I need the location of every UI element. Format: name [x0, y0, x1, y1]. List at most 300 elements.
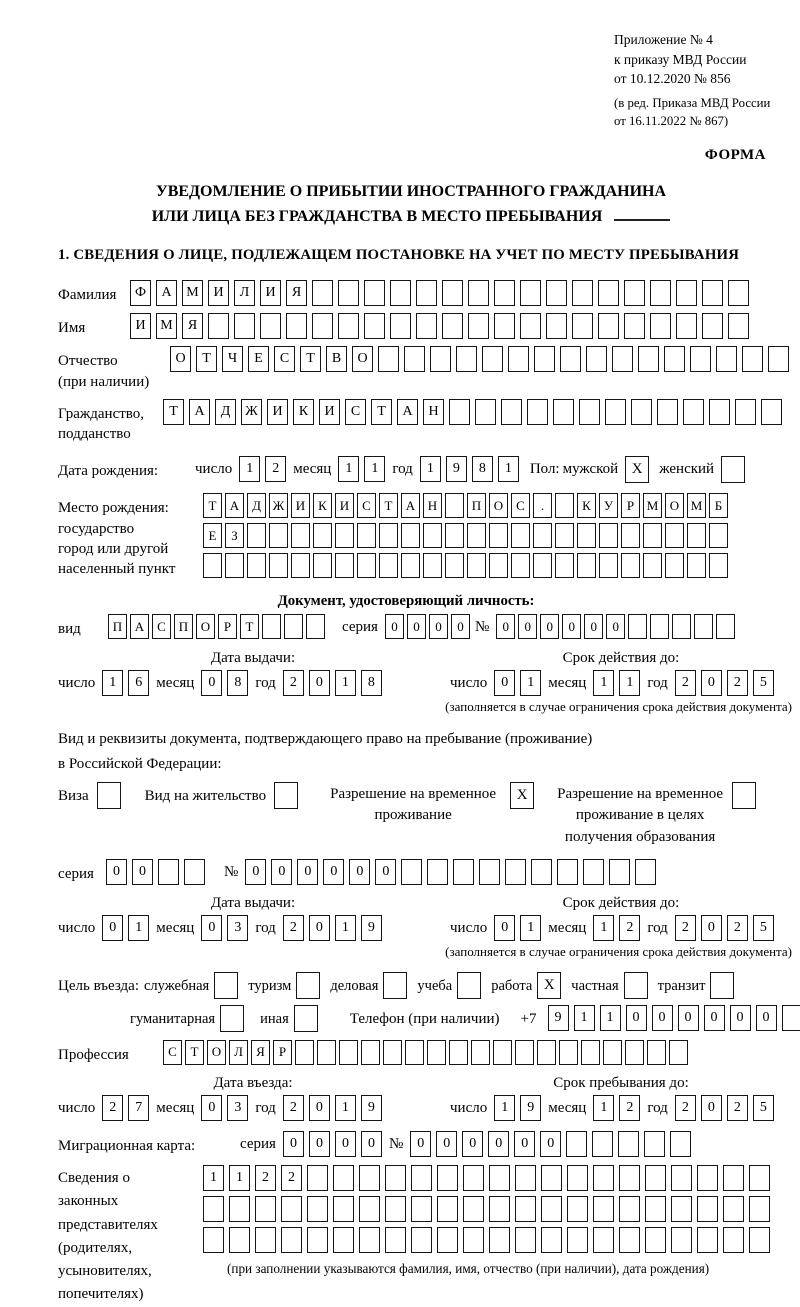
char-cell[interactable] [531, 859, 552, 885]
char-cell[interactable] [598, 280, 619, 306]
char-cell[interactable] [621, 523, 640, 548]
purpose-other-checkbox[interactable] [294, 1005, 318, 1032]
char-cell[interactable] [687, 523, 706, 548]
char-cell[interactable] [527, 399, 548, 425]
char-cell[interactable] [723, 1196, 744, 1222]
char-cell[interactable] [559, 1040, 578, 1065]
char-cell[interactable]: 0 [678, 1005, 699, 1031]
temp-residence-education-checkbox[interactable] [732, 782, 756, 809]
char-cell[interactable]: Т [163, 399, 184, 425]
char-cell[interactable]: 5 [753, 670, 774, 696]
char-cell[interactable] [335, 553, 354, 578]
char-cell[interactable]: К [577, 493, 596, 518]
char-cell[interactable] [577, 553, 596, 578]
char-cell[interactable] [618, 1131, 639, 1157]
char-cell[interactable]: 0 [309, 670, 330, 696]
char-cell[interactable] [749, 1227, 770, 1253]
purpose-humanitarian-checkbox[interactable] [220, 1005, 244, 1032]
char-cell[interactable]: 1 [593, 670, 614, 696]
char-cell[interactable] [306, 614, 325, 639]
char-cell[interactable] [567, 1227, 588, 1253]
char-cell[interactable] [560, 346, 581, 372]
char-cell[interactable]: 0 [462, 1131, 483, 1157]
char-cell[interactable]: 7 [128, 1095, 149, 1121]
char-cell[interactable]: 0 [606, 614, 625, 639]
char-cell[interactable]: . [533, 493, 552, 518]
purpose-tourism-checkbox[interactable] [296, 972, 320, 999]
char-cell[interactable]: К [313, 493, 332, 518]
char-cell[interactable] [671, 1227, 692, 1253]
char-cell[interactable] [411, 1196, 432, 1222]
char-cell[interactable]: 0 [584, 614, 603, 639]
char-cell[interactable]: 0 [701, 1095, 722, 1121]
char-cell[interactable]: 5 [753, 915, 774, 941]
char-cell[interactable]: 2 [281, 1165, 302, 1191]
char-cell[interactable] [489, 553, 508, 578]
char-cell[interactable]: 1 [338, 456, 359, 482]
char-cell[interactable] [716, 614, 735, 639]
char-cell[interactable]: Т [185, 1040, 204, 1065]
char-cell[interactable]: Д [247, 493, 266, 518]
char-cell[interactable] [541, 1196, 562, 1222]
char-cell[interactable] [260, 313, 281, 339]
char-cell[interactable]: 0 [335, 1131, 356, 1157]
char-cell[interactable] [702, 280, 723, 306]
char-cell[interactable] [665, 523, 684, 548]
char-cell[interactable] [586, 346, 607, 372]
char-cell[interactable] [467, 523, 486, 548]
char-cell[interactable]: 0 [375, 859, 396, 885]
char-cell[interactable]: 0 [201, 670, 222, 696]
purpose-official-checkbox[interactable] [214, 972, 238, 999]
char-cell[interactable]: Ч [222, 346, 243, 372]
char-cell[interactable]: 2 [675, 1095, 696, 1121]
char-cell[interactable] [437, 1227, 458, 1253]
char-cell[interactable]: Е [203, 523, 222, 548]
char-cell[interactable] [291, 523, 310, 548]
char-cell[interactable] [437, 1196, 458, 1222]
char-cell[interactable]: 5 [753, 1095, 774, 1121]
char-cell[interactable] [401, 553, 420, 578]
char-cell[interactable] [361, 1040, 380, 1065]
char-cell[interactable]: Ж [241, 399, 262, 425]
char-cell[interactable] [203, 1227, 224, 1253]
char-cell[interactable] [619, 1165, 640, 1191]
char-cell[interactable] [749, 1165, 770, 1191]
char-cell[interactable] [427, 859, 448, 885]
char-cell[interactable]: 0 [429, 614, 448, 639]
char-cell[interactable]: 0 [704, 1005, 725, 1031]
char-cell[interactable]: 2 [255, 1165, 276, 1191]
char-cell[interactable]: А [130, 614, 149, 639]
char-cell[interactable] [643, 553, 662, 578]
char-cell[interactable]: 0 [309, 1095, 330, 1121]
char-cell[interactable] [463, 1165, 484, 1191]
char-cell[interactable]: 0 [410, 1131, 431, 1157]
char-cell[interactable] [647, 1040, 666, 1065]
char-cell[interactable]: 1 [520, 670, 541, 696]
char-cell[interactable] [520, 280, 541, 306]
char-cell[interactable]: О [170, 346, 191, 372]
char-cell[interactable] [333, 1227, 354, 1253]
char-cell[interactable] [383, 1040, 402, 1065]
char-cell[interactable] [312, 280, 333, 306]
char-cell[interactable] [307, 1196, 328, 1222]
char-cell[interactable] [533, 523, 552, 548]
purpose-work-checkbox[interactable]: X [537, 972, 561, 999]
char-cell[interactable] [599, 553, 618, 578]
char-cell[interactable]: 0 [201, 915, 222, 941]
char-cell[interactable] [489, 1196, 510, 1222]
char-cell[interactable]: 2 [283, 670, 304, 696]
char-cell[interactable] [599, 523, 618, 548]
char-cell[interactable] [385, 1227, 406, 1253]
char-cell[interactable] [463, 1227, 484, 1253]
char-cell[interactable]: Е [248, 346, 269, 372]
char-cell[interactable]: П [174, 614, 193, 639]
char-cell[interactable] [515, 1165, 536, 1191]
char-cell[interactable]: 0 [518, 614, 537, 639]
char-cell[interactable] [333, 1196, 354, 1222]
char-cell[interactable]: Д [215, 399, 236, 425]
char-cell[interactable]: 9 [446, 456, 467, 482]
char-cell[interactable]: М [156, 313, 177, 339]
char-cell[interactable] [357, 523, 376, 548]
char-cell[interactable] [735, 399, 756, 425]
char-cell[interactable] [621, 553, 640, 578]
char-cell[interactable] [598, 313, 619, 339]
char-cell[interactable]: Н [423, 493, 442, 518]
char-cell[interactable] [665, 553, 684, 578]
char-cell[interactable] [683, 399, 704, 425]
char-cell[interactable] [624, 313, 645, 339]
char-cell[interactable] [184, 859, 205, 885]
char-cell[interactable] [269, 553, 288, 578]
char-cell[interactable] [676, 280, 697, 306]
char-cell[interactable] [471, 1040, 490, 1065]
char-cell[interactable]: 2 [283, 915, 304, 941]
char-cell[interactable] [628, 614, 647, 639]
char-cell[interactable] [533, 553, 552, 578]
char-cell[interactable]: М [182, 280, 203, 306]
char-cell[interactable] [445, 553, 464, 578]
char-cell[interactable] [593, 1165, 614, 1191]
char-cell[interactable] [697, 1227, 718, 1253]
char-cell[interactable]: Н [423, 399, 444, 425]
char-cell[interactable] [423, 553, 442, 578]
char-cell[interactable] [669, 1040, 688, 1065]
char-cell[interactable] [489, 523, 508, 548]
char-cell[interactable]: 1 [593, 1095, 614, 1121]
char-cell[interactable] [247, 523, 266, 548]
char-cell[interactable] [555, 553, 574, 578]
char-cell[interactable]: И [208, 280, 229, 306]
char-cell[interactable] [782, 1005, 800, 1031]
char-cell[interactable]: И [335, 493, 354, 518]
char-cell[interactable]: 1 [593, 915, 614, 941]
char-cell[interactable] [401, 523, 420, 548]
char-cell[interactable]: 1 [420, 456, 441, 482]
char-cell[interactable]: Я [286, 280, 307, 306]
char-cell[interactable] [281, 1196, 302, 1222]
char-cell[interactable]: 0 [271, 859, 292, 885]
char-cell[interactable] [479, 859, 500, 885]
char-cell[interactable]: О [489, 493, 508, 518]
char-cell[interactable] [359, 1227, 380, 1253]
char-cell[interactable] [515, 1040, 534, 1065]
char-cell[interactable]: Ж [269, 493, 288, 518]
char-cell[interactable]: 2 [265, 456, 286, 482]
char-cell[interactable]: 1 [619, 670, 640, 696]
char-cell[interactable]: 1 [335, 915, 356, 941]
char-cell[interactable] [284, 614, 303, 639]
char-cell[interactable] [269, 523, 288, 548]
char-cell[interactable] [281, 1227, 302, 1253]
char-cell[interactable]: С [163, 1040, 182, 1065]
char-cell[interactable]: А [401, 493, 420, 518]
char-cell[interactable]: 1 [128, 915, 149, 941]
char-cell[interactable]: А [225, 493, 244, 518]
char-cell[interactable] [411, 1227, 432, 1253]
char-cell[interactable]: И [291, 493, 310, 518]
char-cell[interactable] [493, 1040, 512, 1065]
char-cell[interactable]: А [189, 399, 210, 425]
char-cell[interactable] [333, 1165, 354, 1191]
char-cell[interactable]: 1 [600, 1005, 621, 1031]
char-cell[interactable] [501, 399, 522, 425]
char-cell[interactable] [378, 346, 399, 372]
char-cell[interactable] [555, 523, 574, 548]
char-cell[interactable] [475, 399, 496, 425]
char-cell[interactable]: 2 [675, 670, 696, 696]
char-cell[interactable] [572, 280, 593, 306]
char-cell[interactable]: Т [300, 346, 321, 372]
purpose-private-checkbox[interactable] [624, 972, 648, 999]
char-cell[interactable] [445, 523, 464, 548]
char-cell[interactable] [645, 1227, 666, 1253]
char-cell[interactable] [423, 523, 442, 548]
char-cell[interactable]: Р [218, 614, 237, 639]
char-cell[interactable] [619, 1196, 640, 1222]
char-cell[interactable] [203, 553, 222, 578]
char-cell[interactable] [511, 553, 530, 578]
char-cell[interactable] [404, 346, 425, 372]
char-cell[interactable] [742, 346, 763, 372]
char-cell[interactable] [307, 1165, 328, 1191]
char-cell[interactable] [449, 1040, 468, 1065]
char-cell[interactable] [593, 1227, 614, 1253]
char-cell[interactable] [468, 313, 489, 339]
char-cell[interactable] [335, 523, 354, 548]
char-cell[interactable] [416, 313, 437, 339]
char-cell[interactable]: Л [234, 280, 255, 306]
char-cell[interactable] [645, 1165, 666, 1191]
char-cell[interactable] [208, 313, 229, 339]
char-cell[interactable] [541, 1165, 562, 1191]
temp-residence-checkbox[interactable]: X [510, 782, 534, 809]
char-cell[interactable] [624, 280, 645, 306]
char-cell[interactable]: 0 [436, 1131, 457, 1157]
char-cell[interactable]: С [511, 493, 530, 518]
char-cell[interactable] [379, 523, 398, 548]
char-cell[interactable] [603, 1040, 622, 1065]
char-cell[interactable] [515, 1227, 536, 1253]
char-cell[interactable] [427, 1040, 446, 1065]
char-cell[interactable]: 0 [245, 859, 266, 885]
char-cell[interactable] [390, 313, 411, 339]
char-cell[interactable] [482, 346, 503, 372]
char-cell[interactable] [317, 1040, 336, 1065]
char-cell[interactable]: 0 [385, 614, 404, 639]
char-cell[interactable] [650, 313, 671, 339]
char-cell[interactable]: 9 [361, 1095, 382, 1121]
char-cell[interactable] [247, 553, 266, 578]
char-cell[interactable]: 0 [701, 670, 722, 696]
char-cell[interactable] [515, 1196, 536, 1222]
char-cell[interactable] [609, 859, 630, 885]
char-cell[interactable] [463, 1196, 484, 1222]
char-cell[interactable] [567, 1165, 588, 1191]
char-cell[interactable] [225, 553, 244, 578]
char-cell[interactable] [694, 614, 713, 639]
char-cell[interactable] [158, 859, 179, 885]
char-cell[interactable]: Ф [130, 280, 151, 306]
char-cell[interactable] [295, 1040, 314, 1065]
char-cell[interactable]: 0 [106, 859, 127, 885]
char-cell[interactable]: Б [709, 493, 728, 518]
char-cell[interactable] [359, 1165, 380, 1191]
char-cell[interactable] [709, 523, 728, 548]
char-cell[interactable] [505, 859, 526, 885]
char-cell[interactable]: В [326, 346, 347, 372]
char-cell[interactable] [338, 313, 359, 339]
char-cell[interactable]: 0 [730, 1005, 751, 1031]
char-cell[interactable]: Я [182, 313, 203, 339]
char-cell[interactable]: Т [240, 614, 259, 639]
char-cell[interactable] [697, 1196, 718, 1222]
char-cell[interactable]: 1 [364, 456, 385, 482]
char-cell[interactable] [687, 553, 706, 578]
char-cell[interactable] [313, 553, 332, 578]
char-cell[interactable] [339, 1040, 358, 1065]
char-cell[interactable] [546, 280, 567, 306]
char-cell[interactable] [557, 859, 578, 885]
char-cell[interactable] [566, 1131, 587, 1157]
char-cell[interactable]: 8 [472, 456, 493, 482]
char-cell[interactable] [546, 313, 567, 339]
char-cell[interactable]: 1 [335, 670, 356, 696]
char-cell[interactable]: П [108, 614, 127, 639]
char-cell[interactable]: 1 [494, 1095, 515, 1121]
char-cell[interactable] [508, 346, 529, 372]
char-cell[interactable]: 1 [498, 456, 519, 482]
char-cell[interactable] [723, 1165, 744, 1191]
char-cell[interactable]: 0 [309, 915, 330, 941]
char-cell[interactable]: И [130, 313, 151, 339]
char-cell[interactable]: 1 [203, 1165, 224, 1191]
char-cell[interactable] [489, 1165, 510, 1191]
char-cell[interactable] [456, 346, 477, 372]
purpose-study-checkbox[interactable] [457, 972, 481, 999]
char-cell[interactable]: П [467, 493, 486, 518]
char-cell[interactable]: 2 [675, 915, 696, 941]
char-cell[interactable]: 0 [701, 915, 722, 941]
char-cell[interactable]: 2 [283, 1095, 304, 1121]
char-cell[interactable]: Т [203, 493, 222, 518]
char-cell[interactable] [385, 1196, 406, 1222]
char-cell[interactable]: 0 [132, 859, 153, 885]
char-cell[interactable] [644, 1131, 665, 1157]
char-cell[interactable] [572, 313, 593, 339]
char-cell[interactable]: С [274, 346, 295, 372]
char-cell[interactable] [761, 399, 782, 425]
char-cell[interactable]: 0 [626, 1005, 647, 1031]
char-cell[interactable] [437, 1165, 458, 1191]
char-cell[interactable]: О [207, 1040, 226, 1065]
char-cell[interactable]: 0 [756, 1005, 777, 1031]
char-cell[interactable] [768, 346, 789, 372]
char-cell[interactable] [709, 399, 730, 425]
char-cell[interactable] [357, 553, 376, 578]
char-cell[interactable]: 1 [229, 1165, 250, 1191]
purpose-transit-checkbox[interactable] [710, 972, 734, 999]
char-cell[interactable]: 2 [102, 1095, 123, 1121]
char-cell[interactable]: И [267, 399, 288, 425]
char-cell[interactable]: С [345, 399, 366, 425]
char-cell[interactable]: 1 [102, 670, 123, 696]
char-cell[interactable] [723, 1227, 744, 1253]
char-cell[interactable] [664, 346, 685, 372]
char-cell[interactable] [612, 346, 633, 372]
char-cell[interactable]: 2 [727, 670, 748, 696]
char-cell[interactable] [697, 1165, 718, 1191]
residence-permit-checkbox[interactable] [274, 782, 298, 809]
char-cell[interactable] [255, 1196, 276, 1222]
purpose-business-checkbox[interactable] [383, 972, 407, 999]
char-cell[interactable] [494, 313, 515, 339]
char-cell[interactable] [537, 1040, 556, 1065]
char-cell[interactable]: 0 [496, 614, 515, 639]
char-cell[interactable]: К [293, 399, 314, 425]
char-cell[interactable] [234, 313, 255, 339]
char-cell[interactable]: М [643, 493, 662, 518]
char-cell[interactable] [255, 1227, 276, 1253]
char-cell[interactable]: 6 [128, 670, 149, 696]
char-cell[interactable]: А [156, 280, 177, 306]
char-cell[interactable] [716, 346, 737, 372]
char-cell[interactable] [442, 313, 463, 339]
char-cell[interactable] [401, 859, 422, 885]
char-cell[interactable] [494, 280, 515, 306]
char-cell[interactable] [364, 280, 385, 306]
char-cell[interactable] [449, 399, 470, 425]
char-cell[interactable] [676, 313, 697, 339]
char-cell[interactable]: 0 [323, 859, 344, 885]
char-cell[interactable] [643, 523, 662, 548]
char-cell[interactable]: 8 [361, 670, 382, 696]
char-cell[interactable] [286, 313, 307, 339]
char-cell[interactable]: 9 [520, 1095, 541, 1121]
char-cell[interactable] [520, 313, 541, 339]
char-cell[interactable]: Т [379, 493, 398, 518]
char-cell[interactable] [312, 313, 333, 339]
char-cell[interactable]: 1 [520, 915, 541, 941]
char-cell[interactable] [650, 280, 671, 306]
char-cell[interactable] [690, 346, 711, 372]
char-cell[interactable]: 0 [494, 915, 515, 941]
char-cell[interactable] [262, 614, 281, 639]
char-cell[interactable]: Т [371, 399, 392, 425]
